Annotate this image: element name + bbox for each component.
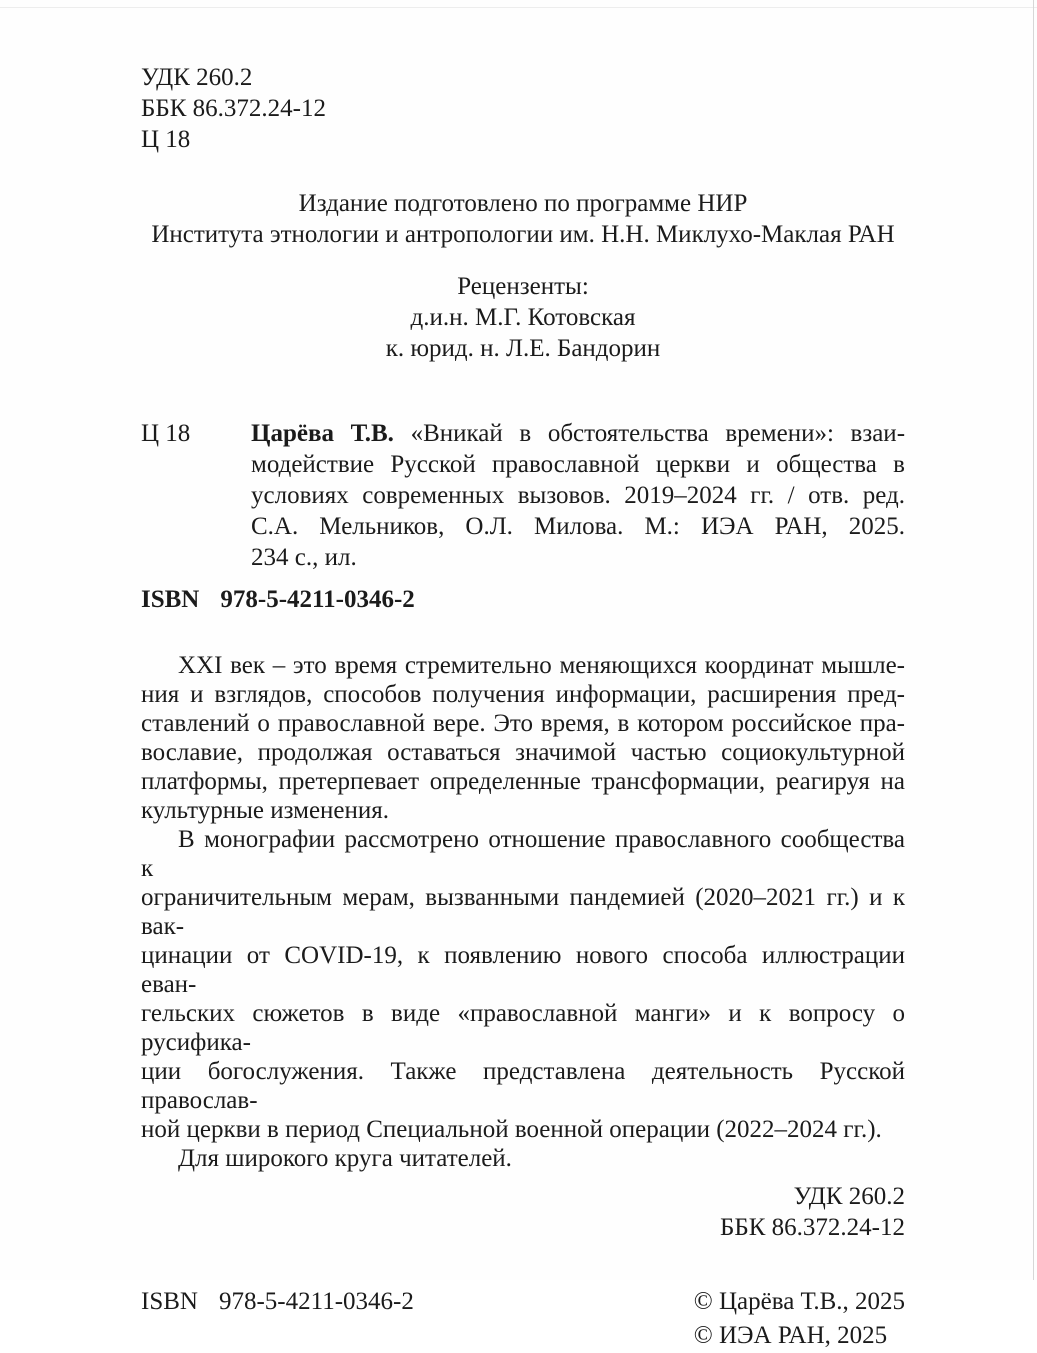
- catalog-author: Царёва Т.В.: [251, 420, 394, 447]
- isbn-label: ISBN: [141, 586, 200, 613]
- udk-code: УДК 260.2: [141, 64, 253, 91]
- annotation-line: ной церкви в период Специальной военной операции (2022–2024 гг.).: [141, 1116, 882, 1143]
- reviewer-name: к. юрид. н. Л.Е. Бандорин: [385, 335, 661, 362]
- reviewers-block: [141, 271, 905, 364]
- program-note-line: Издание подготовлено по программе НИР: [298, 190, 748, 217]
- catalog-line: условиях современных вызовов. 2019–2024 гг. / отв. ред.: [251, 482, 905, 509]
- catalog-line: 234 с., ил.: [251, 544, 357, 571]
- annotation-block: [141, 651, 905, 1173]
- page-content: [141, 62, 905, 1353]
- footer-classification-block: [141, 1181, 905, 1243]
- annotation-line: цинации от COVID-19, к появлению нового способа иллюстрации еван-: [141, 942, 905, 998]
- catalog-title-start: «Вникай в обстоятельства времени»: взаи-: [410, 420, 906, 447]
- bbk-code: ББК 86.372.24-12: [141, 95, 326, 122]
- annotation-line: вославие, продолжая оставаться значимой частью социокультурной: [141, 739, 905, 766]
- classification-block: [141, 62, 905, 155]
- bottom-row: [141, 1285, 905, 1353]
- catalog-entry: [141, 418, 905, 573]
- bottom-isbn-label: ISBN: [141, 1288, 198, 1315]
- author-sign-code: Ц 18: [141, 126, 191, 153]
- annotation-line: культурные изменения.: [141, 797, 390, 824]
- footer-bbk-code: ББК 86.372.24-12: [720, 1214, 905, 1241]
- copyright-block: [694, 1285, 905, 1353]
- scan-artifact-right-line: [1033, 0, 1034, 1280]
- isbn-value: 978-5-4211-0346-2: [220, 586, 415, 613]
- annotation-line: ния и взглядов, способов получения информации, расширения пред-: [141, 681, 905, 708]
- catalog-line: С.А. Мельников, О.Л. Милова. М.: ИЭА РАН, 2025.: [251, 513, 905, 540]
- footer-udk-code: УДК 260.2: [793, 1183, 905, 1210]
- bottom-isbn-value: 978-5-4211-0346-2: [218, 1288, 414, 1315]
- program-note: [141, 188, 905, 250]
- program-note-line: Института этнологии и антропологии им. Н.Н. Миклухо-Маклая РАН: [151, 221, 895, 248]
- isbn-line: [141, 584, 905, 615]
- annotation-line: Для широкого круга читателей.: [178, 1145, 512, 1172]
- scan-artifact-top-line: [0, 7, 1037, 8]
- annotation-line: ставлений о православной вере. Это время, в котором российское пра-: [141, 710, 905, 737]
- annotation-line: гельских сюжетов в виде «православной манги» и к вопросу о русифика-: [141, 1000, 905, 1056]
- catalog-code: Ц 18: [141, 420, 191, 447]
- annotation-line: платформы, претерпевает определенные трансформации, реагируя на: [141, 768, 905, 795]
- catalog-line: [251, 418, 905, 449]
- catalog-line: модействие Русской православной церкви и общества в: [251, 451, 905, 478]
- annotation-line: В монографии рассмотрено отношение православного сообщества к: [141, 826, 905, 882]
- copyright-author: © Царёва Т.В., 2025: [693, 1288, 905, 1315]
- reviewers-heading: Рецензенты:: [457, 273, 589, 300]
- copyright-publisher: © ИЭА РАН, 2025: [693, 1322, 888, 1349]
- annotation-line: XXI век – это время стремительно меняющихся координат мышле-: [178, 652, 905, 679]
- bottom-isbn-line: [141, 1285, 414, 1319]
- annotation-line: ции богослужения. Также представлена деятельность Русской православ-: [141, 1058, 905, 1114]
- reviewer-name: д.и.н. М.Г. Котовская: [410, 304, 636, 331]
- annotation-line: ограничительным мерам, вызванными пандемией (2020–2021 гг.) и к вак-: [141, 884, 905, 940]
